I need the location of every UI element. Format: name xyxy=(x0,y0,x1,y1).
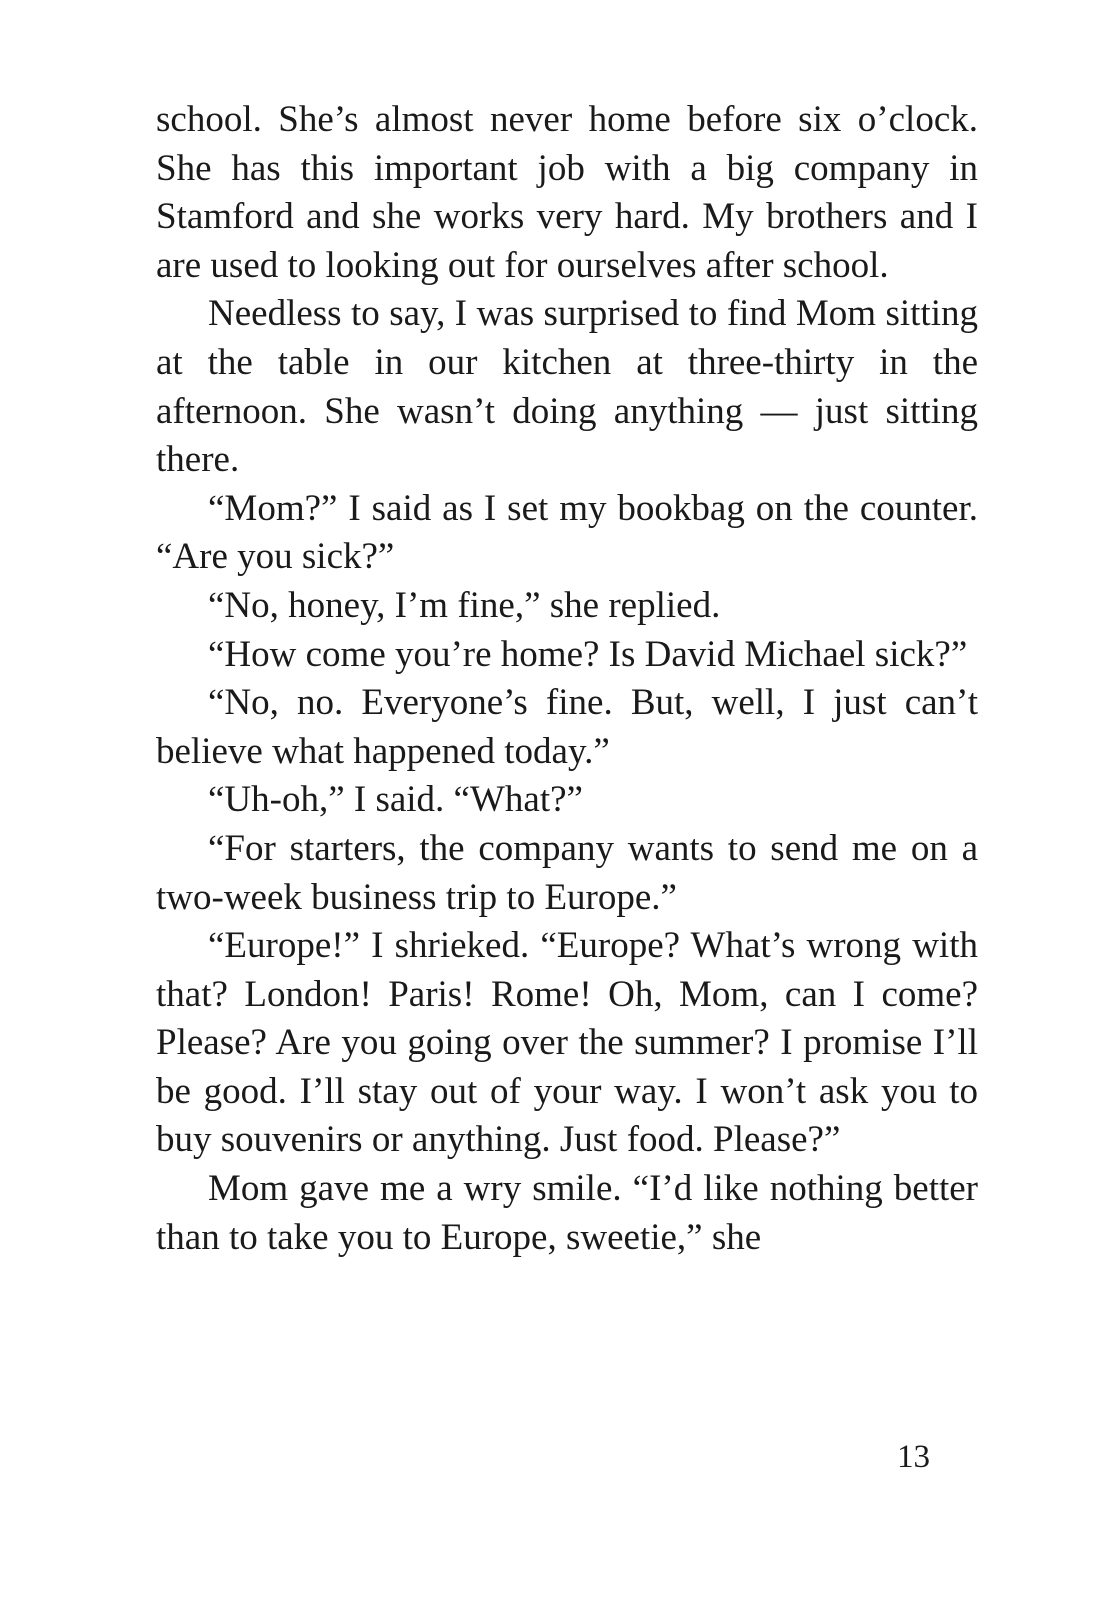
page-number: 13 xyxy=(897,1439,930,1475)
paragraph-4: “No, honey, I’m fine,” she replied. xyxy=(208,584,721,626)
paragraph-2: Needless to say, I was surprised to find Mom sitting at the table in our kitchen at three-thirty in the afternoon. She wasn’t doing anything — just sitting there. xyxy=(156,293,978,481)
paragraph-3: “Mom?” I said as I set my bookbag on the counter. “Are you sick?” xyxy=(156,487,978,578)
paragraph-5: “How come you’re home? Is David Michael sick?” xyxy=(208,633,968,675)
paragraph-9: “Europe!” I shrieked. “Europe? What’s wrong with that? London! Paris! Rome! Oh, Mom, can I come? Please? Are you going over the summer? I promise I’ll be good. I’ll stay out of your way. I won’t ask you to buy souvenirs or anything. Just food. Please?” xyxy=(156,925,978,1161)
paragraph-7: “Uh-oh,” I said. “What?” xyxy=(208,779,583,821)
paragraph-1: school. She’s almost never home before six o’clock. She has this important job with a big company in Stamford and she works very hard. My brothers and I are used to looking out for ourselves after school. xyxy=(156,99,978,286)
body-text xyxy=(156,96,978,1262)
paragraph-8: “For starters, the company wants to send me on a two-week business trip to Europe.” xyxy=(156,827,978,918)
paragraph-6: “No, no. Everyone’s fine. But, well, I just can’t believe what happened today.” xyxy=(156,682,978,772)
paragraph-10: Mom gave me a wry smile. “I’d like nothing better than to take you to Europe, sweetie,” she xyxy=(156,1168,978,1258)
